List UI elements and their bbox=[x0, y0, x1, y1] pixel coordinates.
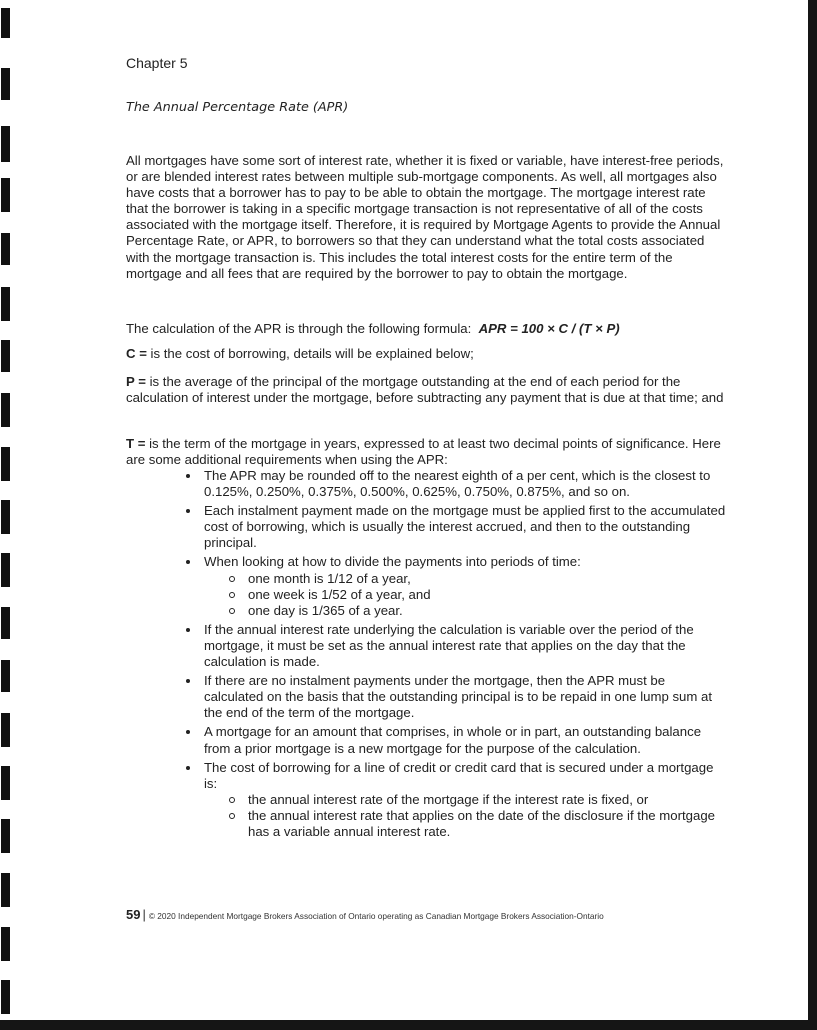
list-item-text: If the annual interest rate underlying the calculation is variable over the period of the mortgage, it must be set as the annual interest rate that applies on the day that the calculation is made. bbox=[204, 621, 694, 670]
sub-list-item-text: the annual interest rate of the mortgage if the interest rate is fixed, or bbox=[248, 791, 649, 807]
chapter-label: Chapter 5 bbox=[126, 55, 188, 71]
section-title: The Annual Percentage Rate (APR) bbox=[126, 100, 349, 115]
footer-separator: | bbox=[142, 907, 146, 922]
period-sublist bbox=[204, 571, 726, 619]
list-item-text: The APR may be rounded off to the nearest eighth of a per cent, which is the closest to 0.125%, 0.250%, 0.375%, 0.500%, 0.625%, 0.750%, 0.875%, and so on. bbox=[204, 468, 711, 500]
sub-list-item bbox=[228, 587, 726, 603]
sub-list-item bbox=[228, 808, 726, 840]
scan-border-right bbox=[808, 0, 817, 1030]
list-item bbox=[186, 724, 726, 756]
definition-term: P = bbox=[126, 374, 146, 389]
definition-text: is the cost of borrowing, details will be explained below; bbox=[146, 346, 474, 361]
binding-hole bbox=[1, 178, 10, 212]
list-item-text: Each instalment payment made on the mortgage must be applied first to the accumulated cost of borrowing, which is usually the interest accrued, and then to the outstanding principal. bbox=[204, 503, 726, 551]
sub-list-item-text: one month is 1/12 of a year, bbox=[248, 570, 411, 586]
intro-paragraph: All mortgages have some sort of interest rate, whether it is fixed or variable, have interest-free periods, or are blended interest rates between multiple sub-mortgage components. As well, all mortgages also have costs that a borrower has to pay to be able to obtain the mortgage. The mortgage interest rate that the borrower is taking in a specific mortgage transaction is not representative of all of the costs associated with the mortgage itself. Therefore, it is required by Mortgage Agents to provide the Annual Percentage Rate, or APR, to borrowers so that they can understand what the total costs associated with the mortgage transaction is. This includes the total interest costs for the entire term of the mortgage and all fees that are required by the borrower to pay to obtain the mortgage. bbox=[126, 153, 724, 281]
binding-hole bbox=[1, 766, 10, 800]
binding-hole bbox=[1, 553, 10, 587]
credit-sublist bbox=[204, 792, 726, 840]
binding-hole bbox=[1, 233, 10, 265]
list-item-text: If there are no instalment payments under the mortgage, then the APR must be calculated on the basis that the outstanding principal is to be repaid in one lump sum at the end of the term of the mortgage. bbox=[204, 673, 713, 721]
binding-hole bbox=[1, 287, 10, 321]
binding-hole bbox=[1, 927, 10, 961]
list-item bbox=[186, 468, 726, 500]
definition-text: is the average of the principal of the mortgage outstanding at the end of each period for the calculation of interest under the mortgage, before subtracting any payment that is due at that time; and bbox=[126, 374, 724, 406]
binding-hole bbox=[1, 980, 10, 1014]
document-page bbox=[30, 0, 808, 1020]
sub-list-item bbox=[228, 792, 726, 808]
definition-c bbox=[126, 346, 726, 362]
list-item-text: The cost of borrowing for a line of credit or credit card that is secured under a mortgage is: bbox=[204, 759, 714, 791]
page-footer bbox=[126, 907, 766, 924]
binding-hole bbox=[1, 873, 10, 907]
sub-list-item bbox=[228, 571, 726, 587]
list-item bbox=[186, 622, 726, 670]
requirements-list bbox=[186, 468, 726, 843]
page-number: 59 bbox=[126, 907, 141, 922]
scan-border-bottom bbox=[0, 1020, 817, 1030]
formula-line bbox=[126, 321, 620, 337]
list-item bbox=[186, 760, 726, 840]
formula-intro: The calculation of the APR is through the following formula: bbox=[126, 321, 472, 336]
binding-hole bbox=[1, 126, 10, 162]
binding-hole bbox=[1, 819, 10, 853]
binding-hole bbox=[1, 340, 10, 372]
definition-term: C = bbox=[126, 346, 147, 361]
sub-list-item bbox=[228, 603, 726, 619]
definition-term: T = bbox=[126, 436, 146, 451]
sub-list-item-text: one day is 1/365 of a year. bbox=[248, 602, 403, 618]
sub-list-item-text: one week is 1/52 of a year, and bbox=[248, 586, 431, 602]
list-item bbox=[186, 554, 726, 618]
binding-hole bbox=[1, 500, 10, 534]
list-item-text: When looking at how to divide the payments into periods of time: bbox=[204, 554, 581, 570]
binding-hole bbox=[1, 68, 10, 100]
definition-text: is the term of the mortgage in years, expressed to at least two decimal points of significance. Here are some additional requirements when using the APR: bbox=[126, 436, 721, 468]
list-item-text: A mortgage for an amount that comprises, in whole or in part, an outstanding balance from a prior mortgage is a new mortgage for the purpose of the calculation. bbox=[204, 724, 702, 756]
binding-hole bbox=[1, 607, 10, 639]
definition-t bbox=[126, 436, 726, 468]
binding-hole bbox=[1, 8, 10, 38]
binding-strip bbox=[0, 0, 30, 1030]
sub-list-item-text: the annual interest rate that applies on the date of the disclosure if the mortgage has a variable annual interest rate. bbox=[248, 807, 715, 839]
apr-formula: APR = 100 × C / (T × P) bbox=[478, 321, 620, 336]
binding-hole bbox=[1, 660, 10, 692]
binding-hole bbox=[1, 713, 10, 747]
binding-hole bbox=[1, 393, 10, 427]
list-item bbox=[186, 503, 726, 551]
list-item bbox=[186, 673, 726, 721]
definition-p bbox=[126, 374, 726, 406]
footer-copyright: © 2020 Independent Mortgage Brokers Association of Ontario operating as Canadian Mortgage Brokers Association-Ontario bbox=[148, 911, 604, 921]
binding-hole bbox=[1, 447, 10, 481]
